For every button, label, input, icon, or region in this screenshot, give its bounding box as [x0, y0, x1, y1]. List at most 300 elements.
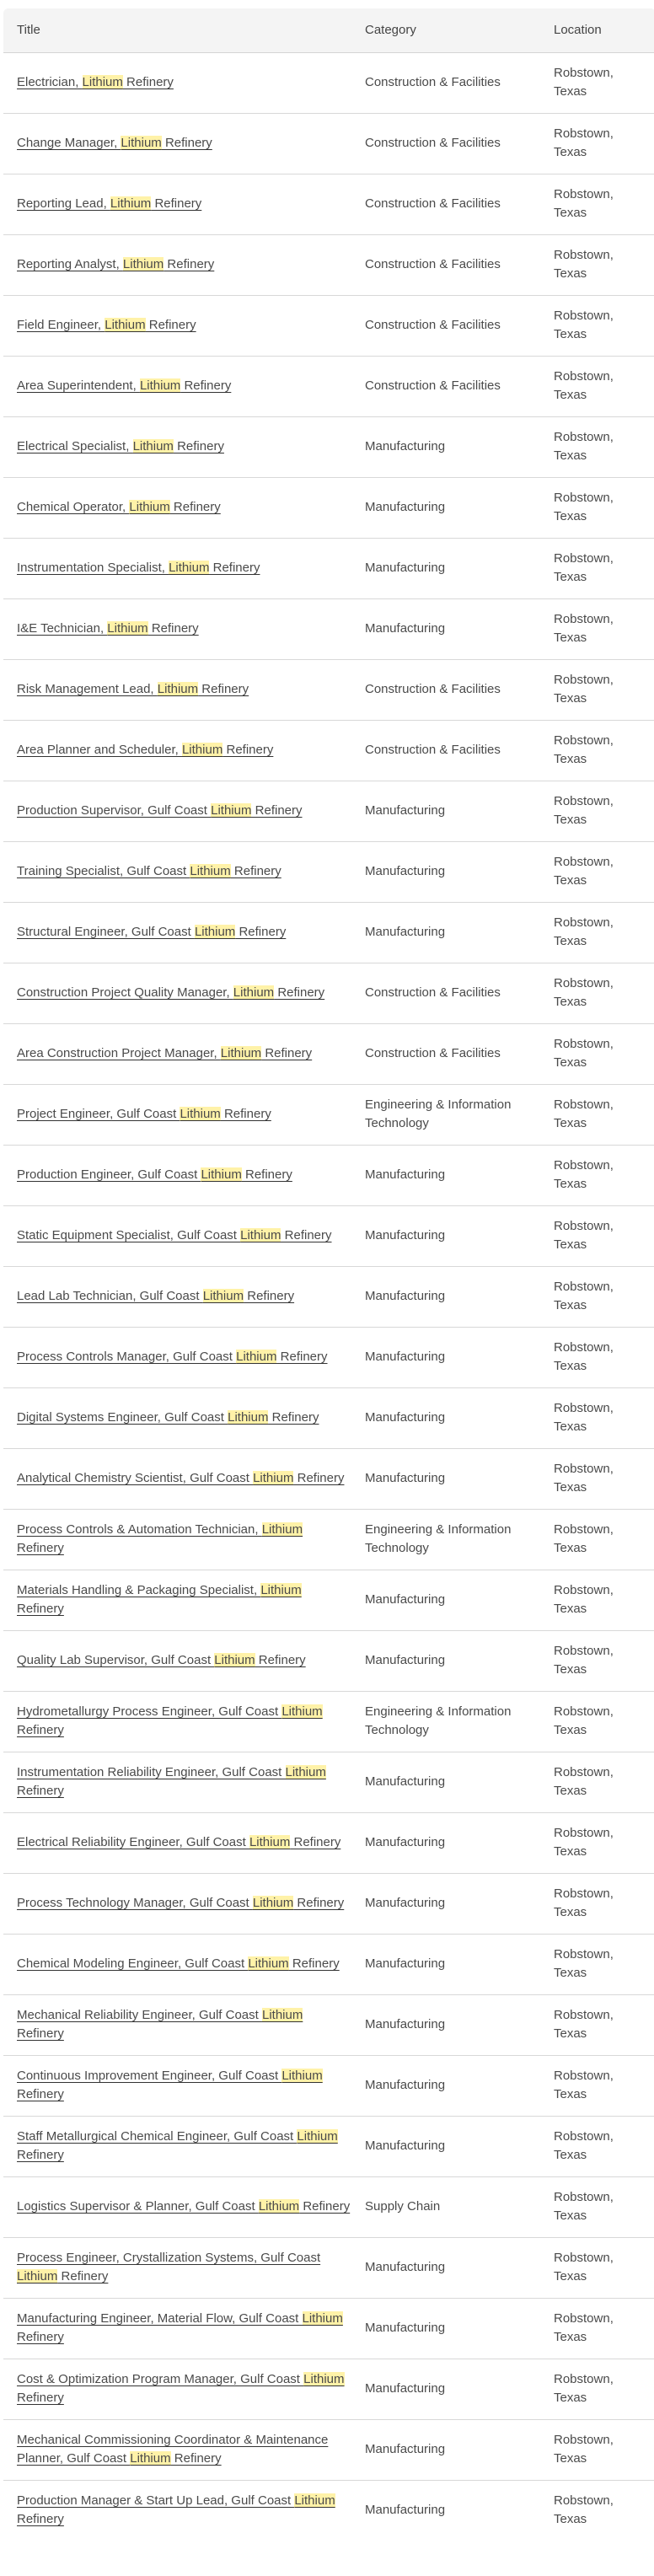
search-highlight: Lithium: [261, 2008, 303, 2022]
title-post: Refinery: [241, 1167, 292, 1182]
location-cell: Robstown, Texas: [554, 1704, 614, 1737]
location-cell: Robstown, Texas: [554, 855, 614, 888]
title-post: Refinery: [276, 1350, 328, 1364]
table-row: [3, 295, 654, 356]
location-cell: Robstown, Texas: [554, 2069, 614, 2101]
title-post: Refinery: [281, 1228, 332, 1242]
title-pre: Field Engineer,: [17, 318, 105, 332]
table-row: [3, 538, 654, 598]
job-title-link[interactable]: [17, 2199, 350, 2214]
category-cell: Construction & Facilities: [365, 196, 501, 211]
title-pre: Area Planner and Scheduler,: [17, 743, 182, 757]
title-post: Refinery: [17, 2391, 64, 2405]
title-cell: [3, 295, 365, 356]
table-row: [3, 659, 654, 720]
title-post: Refinery: [161, 136, 212, 150]
location-cell: Robstown, Texas: [554, 1583, 614, 1616]
title-cell: [3, 1266, 365, 1327]
title-cell: [3, 1994, 365, 2055]
category-cell: Construction & Facilities: [365, 136, 501, 150]
title-pre: Production Engineer, Gulf Coast: [17, 1167, 201, 1182]
title-post: Refinery: [198, 682, 249, 696]
title-pre: Cost & Optimization Program Manager, Gulf Coast: [17, 2372, 304, 2386]
job-title-link[interactable]: [17, 1350, 328, 1364]
title-pre: Instrumentation Reliability Engineer, Gulf Coast: [17, 1765, 286, 1779]
category-cell: Manufacturing: [365, 439, 446, 453]
title-cell: [3, 2237, 365, 2298]
job-title-link[interactable]: [17, 1704, 323, 1737]
search-highlight: Lithium: [294, 2493, 335, 2509]
table-row: [3, 2359, 654, 2419]
job-title-link[interactable]: [17, 803, 303, 818]
location-cell: Robstown, Texas: [554, 66, 614, 99]
search-highlight: Lithium: [121, 136, 162, 150]
table-row: [3, 2298, 654, 2359]
title-post: Refinery: [17, 1541, 64, 1555]
title-post: Refinery: [17, 1784, 64, 1798]
search-highlight: Lithium: [180, 1107, 221, 1121]
title-post: Refinery: [209, 561, 260, 575]
table-row: [3, 1630, 654, 1691]
title-pre: Process Controls & Automation Technician,: [17, 1522, 262, 1537]
search-highlight: Lithium: [261, 1522, 303, 1537]
title-post: Refinery: [17, 2330, 64, 2344]
category-cell: Construction & Facilities: [365, 682, 501, 696]
table-row: [3, 1266, 654, 1327]
title-pre: Production Manager & Start Up Lead, Gulf Coast: [17, 2493, 295, 2509]
title-post: Refinery: [251, 803, 303, 818]
header-location[interactable]: Location: [554, 8, 654, 52]
title-cell: [3, 902, 365, 963]
title-post: Refinery: [17, 2148, 64, 2162]
job-title-link[interactable]: [17, 1471, 344, 1485]
title-cell: [3, 659, 365, 720]
title-post: Refinery: [122, 75, 174, 89]
title-cell: [3, 538, 365, 598]
category-cell: Manufacturing: [365, 1896, 446, 1910]
category-cell: Supply Chain: [365, 2199, 441, 2214]
category-cell: Manufacturing: [365, 1835, 446, 1849]
category-cell: Manufacturing: [365, 803, 446, 818]
job-title-link[interactable]: [17, 1167, 292, 1182]
title-pre: Production Supervisor, Gulf Coast: [17, 803, 212, 818]
title-cell: [3, 1387, 365, 1448]
title-post: Refinery: [290, 1835, 341, 1849]
title-pre: Mechanical Commissioning Coordinator & Maintenance Planner, Gulf Coast: [17, 2433, 329, 2466]
table-row: [3, 1448, 654, 1509]
title-cell: [3, 1873, 365, 1934]
category-cell: Manufacturing: [365, 2078, 446, 2092]
search-highlight: Lithium: [122, 257, 164, 271]
location-cell: Robstown, Texas: [554, 915, 614, 948]
search-highlight: Lithium: [297, 2129, 338, 2144]
location-cell: Robstown, Texas: [554, 1826, 614, 1859]
job-title-link[interactable]: [17, 2129, 338, 2162]
category-cell: Manufacturing: [365, 1653, 446, 1667]
title-post: Refinery: [230, 864, 281, 878]
table-header: [3, 8, 654, 52]
title-post: Refinery: [235, 925, 287, 939]
table-row: [3, 1509, 654, 1570]
title-post: Refinery: [151, 196, 202, 211]
category-cell: Construction & Facilities: [365, 75, 501, 89]
job-title-link[interactable]: [17, 2372, 345, 2405]
job-title-link[interactable]: [17, 1765, 326, 1798]
table-row: [3, 1387, 654, 1448]
search-highlight: Lithium: [194, 925, 236, 939]
job-title-link[interactable]: [17, 621, 199, 636]
title-post: Refinery: [17, 2026, 64, 2041]
title-cell: [3, 598, 365, 659]
title-pre: Lead Lab Technician, Gulf Coast: [17, 1289, 203, 1303]
job-title-link[interactable]: [17, 743, 273, 757]
title-post: Refinery: [145, 318, 196, 332]
location-cell: Robstown, Texas: [554, 2372, 614, 2405]
job-title-link[interactable]: [17, 682, 249, 696]
header-category[interactable]: Category: [365, 8, 554, 52]
search-highlight: Lithium: [233, 985, 275, 1000]
table-row: [3, 2176, 654, 2237]
job-title-link[interactable]: [17, 257, 214, 271]
header-title[interactable]: Title: [3, 8, 365, 52]
table-row: [3, 477, 654, 538]
title-post: Refinery: [293, 1471, 345, 1485]
title-pre: Mechanical Reliability Engineer, Gulf Coast: [17, 2008, 262, 2022]
location-cell: Robstown, Texas: [554, 673, 614, 706]
table-row: [3, 598, 654, 659]
title-pre: Reporting Analyst,: [17, 257, 123, 271]
title-pre: Electrical Reliability Engineer, Gulf Coast: [17, 1835, 249, 1849]
table-row: [3, 2116, 654, 2176]
title-cell: [3, 1752, 365, 1812]
category-cell: Construction & Facilities: [365, 743, 501, 757]
title-cell: [3, 2480, 365, 2541]
title-pre: Training Specialist, Gulf Coast: [17, 864, 190, 878]
search-highlight: Lithium: [110, 196, 152, 211]
location-cell: Robstown, Texas: [554, 2311, 614, 2344]
search-highlight: Lithium: [202, 1289, 244, 1303]
location-cell: Robstown, Texas: [554, 1644, 614, 1677]
job-title-link[interactable]: [17, 985, 324, 1000]
location-cell: Robstown, Texas: [554, 551, 614, 584]
location-cell: Robstown, Texas: [554, 612, 614, 645]
category-cell: Manufacturing: [365, 864, 446, 878]
table-row: [3, 1327, 654, 1387]
job-title-link[interactable]: [17, 1835, 340, 1849]
job-title-link[interactable]: [17, 500, 221, 514]
job-title-link[interactable]: [17, 1583, 302, 1616]
job-listings: [3, 8, 654, 2541]
table-row: [3, 2480, 654, 2541]
title-post: Refinery: [147, 621, 199, 636]
title-post: Refinery: [299, 2199, 351, 2214]
category-cell: Manufacturing: [365, 2017, 446, 2031]
title-post: Refinery: [169, 500, 221, 514]
title-cell: [3, 234, 365, 295]
location-cell: Robstown, Texas: [554, 2008, 614, 2041]
search-highlight: Lithium: [302, 2311, 343, 2326]
location-cell: Robstown, Texas: [554, 1340, 614, 1373]
title-post: Refinery: [288, 1956, 340, 1971]
table-row: [3, 2237, 654, 2298]
job-title-link[interactable]: [17, 864, 281, 878]
category-cell: Manufacturing: [365, 2381, 446, 2396]
search-highlight: Lithium: [260, 1583, 302, 1597]
table-row: [3, 1205, 654, 1266]
title-pre: Process Engineer, Crystallization Systems, Gulf Coast: [17, 2251, 321, 2265]
search-highlight: Lithium: [82, 75, 123, 89]
search-highlight: Lithium: [285, 1765, 326, 1779]
table-row: [3, 1084, 654, 1145]
location-cell: Robstown, Texas: [554, 491, 614, 523]
job-title-link[interactable]: [17, 318, 196, 332]
location-cell: Robstown, Texas: [554, 2493, 614, 2527]
table-row: [3, 1145, 654, 1205]
search-highlight: Lithium: [139, 378, 181, 393]
job-title-link[interactable]: [17, 196, 201, 211]
title-cell: [3, 1509, 365, 1570]
title-cell: [3, 2176, 365, 2237]
table-row: [3, 234, 654, 295]
table-row: [3, 1752, 654, 1812]
job-title-link[interactable]: [17, 2311, 343, 2344]
search-highlight: Lithium: [303, 2372, 345, 2386]
table-row: [3, 356, 654, 416]
job-title-link[interactable]: [17, 75, 174, 89]
title-pre: Chemical Modeling Engineer, Gulf Coast: [17, 1956, 249, 1971]
title-cell: [3, 1934, 365, 1994]
location-cell: Robstown, Texas: [554, 369, 614, 402]
title-post: Refinery: [255, 1653, 306, 1667]
category-cell: Manufacturing: [365, 2442, 446, 2456]
title-cell: [3, 2298, 365, 2359]
location-cell: Robstown, Texas: [554, 794, 614, 827]
job-title-link[interactable]: [17, 1228, 332, 1242]
category-cell: Manufacturing: [365, 1956, 446, 1971]
job-title-link[interactable]: [17, 1896, 344, 1910]
category-cell: Construction & Facilities: [365, 257, 501, 271]
title-pre: Continuous Improvement Engineer, Gulf Coast: [17, 2069, 282, 2083]
title-post: Refinery: [180, 378, 232, 393]
table-row: [3, 174, 654, 234]
location-cell: Robstown, Texas: [554, 976, 614, 1009]
location-cell: Robstown, Texas: [554, 2190, 614, 2223]
location-cell: Robstown, Texas: [554, 1097, 614, 1130]
title-pre: Change Manager,: [17, 136, 121, 150]
job-title-link[interactable]: [17, 2493, 335, 2526]
location-cell: Robstown, Texas: [554, 2129, 614, 2162]
title-cell: [3, 1084, 365, 1145]
title-post: Refinery: [170, 2451, 222, 2466]
table-row: [3, 781, 654, 841]
title-post: Refinery: [57, 2269, 109, 2284]
search-highlight: Lithium: [181, 743, 223, 757]
title-post: Refinery: [173, 439, 224, 453]
location-cell: Robstown, Texas: [554, 1522, 614, 1555]
location-cell: Robstown, Texas: [554, 126, 614, 159]
location-cell: Robstown, Texas: [554, 1219, 614, 1252]
title-pre: Construction Project Quality Manager,: [17, 985, 233, 1000]
title-pre: Reporting Lead,: [17, 196, 110, 211]
category-cell: Construction & Facilities: [365, 1046, 501, 1060]
category-cell: Manufacturing: [365, 621, 446, 636]
location-cell: Robstown, Texas: [554, 1280, 614, 1312]
job-title-link[interactable]: [17, 2069, 323, 2101]
category-cell: Manufacturing: [365, 1592, 446, 1607]
category-cell: Manufacturing: [365, 925, 446, 939]
title-cell: [3, 2116, 365, 2176]
category-cell: Manufacturing: [365, 1289, 446, 1303]
table-row: [3, 1934, 654, 1994]
job-title-link[interactable]: [17, 439, 224, 453]
search-highlight: Lithium: [248, 1956, 289, 1971]
category-cell: Construction & Facilities: [365, 318, 501, 332]
location-cell: Robstown, Texas: [554, 1037, 614, 1070]
search-highlight: Lithium: [281, 1704, 323, 1719]
location-cell: Robstown, Texas: [554, 248, 614, 281]
table-row: [3, 1873, 654, 1934]
location-cell: Robstown, Texas: [554, 1462, 614, 1495]
job-title-link[interactable]: [17, 561, 260, 575]
job-title-link[interactable]: [17, 925, 286, 939]
title-pre: Structural Engineer, Gulf Coast: [17, 925, 195, 939]
title-pre: Process Controls Manager, Gulf Coast: [17, 1350, 237, 1364]
table-row: [3, 1023, 654, 1084]
title-pre: Chemical Operator,: [17, 500, 130, 514]
title-post: Refinery: [274, 985, 325, 1000]
title-pre: Process Technology Manager, Gulf Coast: [17, 1896, 253, 1910]
table-row: [3, 52, 654, 113]
category-cell: Manufacturing: [365, 2321, 446, 2335]
search-highlight: Lithium: [211, 803, 252, 818]
title-post: Refinery: [293, 1896, 345, 1910]
title-cell: [3, 1023, 365, 1084]
search-highlight: Lithium: [281, 2069, 323, 2083]
title-cell: [3, 52, 365, 113]
job-title-link[interactable]: [17, 1410, 319, 1425]
table-row: [3, 416, 654, 477]
location-cell: Robstown, Texas: [554, 2433, 614, 2466]
title-cell: [3, 841, 365, 902]
title-pre: Logistics Supervisor & Planner, Gulf Coast: [17, 2199, 259, 2214]
title-post: Refinery: [17, 2087, 64, 2101]
title-pre: Area Superintendent,: [17, 378, 140, 393]
title-cell: [3, 1691, 365, 1752]
category-cell: Construction & Facilities: [365, 378, 501, 393]
title-cell: [3, 1448, 365, 1509]
search-highlight: Lithium: [258, 2199, 300, 2214]
search-highlight: Lithium: [228, 1410, 269, 1425]
title-pre: Project Engineer, Gulf Coast: [17, 1107, 180, 1121]
title-cell: [3, 174, 365, 234]
title-cell: [3, 720, 365, 781]
search-highlight: Lithium: [130, 2451, 171, 2466]
category-cell: Manufacturing: [365, 1167, 446, 1182]
job-title-link[interactable]: [17, 1046, 312, 1060]
title-post: Refinery: [261, 1046, 313, 1060]
table-row: [3, 2419, 654, 2480]
title-post: Refinery: [220, 1107, 271, 1121]
title-pre: Analytical Chemistry Scientist, Gulf Coast: [17, 1471, 254, 1485]
title-pre: Digital Systems Engineer, Gulf Coast: [17, 1410, 228, 1425]
category-cell: Manufacturing: [365, 2260, 446, 2274]
title-cell: [3, 1145, 365, 1205]
search-highlight: Lithium: [129, 500, 170, 514]
title-cell: [3, 477, 365, 538]
title-pre: Static Equipment Specialist, Gulf Coast: [17, 1228, 241, 1242]
title-cell: [3, 1570, 365, 1630]
category-cell: Manufacturing: [365, 1350, 446, 1364]
job-title-link[interactable]: [17, 1956, 340, 1971]
job-title-link[interactable]: [17, 1289, 294, 1303]
table-row: [3, 720, 654, 781]
title-pre: Risk Management Lead,: [17, 682, 158, 696]
title-pre: Staff Metallurgical Chemical Engineer, Gulf Coast: [17, 2129, 298, 2144]
search-highlight: Lithium: [169, 561, 210, 575]
location-cell: Robstown, Texas: [554, 430, 614, 463]
title-cell: [3, 1205, 365, 1266]
title-cell: [3, 781, 365, 841]
table-row: [3, 963, 654, 1023]
search-highlight: Lithium: [236, 1350, 277, 1364]
table-row: [3, 113, 654, 174]
search-highlight: Lithium: [105, 318, 146, 332]
title-cell: [3, 963, 365, 1023]
table-row: [3, 2055, 654, 2116]
title-post: Refinery: [17, 1723, 64, 1737]
location-cell: Robstown, Texas: [554, 1401, 614, 1434]
category-cell: Manufacturing: [365, 2139, 446, 2153]
job-title-link[interactable]: [17, 2008, 303, 2041]
category-cell: Manufacturing: [365, 2503, 446, 2518]
job-title-link[interactable]: [17, 1107, 271, 1121]
search-highlight: Lithium: [252, 1896, 294, 1910]
search-highlight: Lithium: [201, 1167, 242, 1182]
search-highlight: Lithium: [240, 1228, 281, 1242]
search-highlight: Lithium: [253, 1471, 294, 1485]
title-cell: [3, 2055, 365, 2116]
title-cell: [3, 356, 365, 416]
category-cell: Manufacturing: [365, 500, 446, 514]
search-highlight: Lithium: [107, 621, 148, 636]
location-cell: Robstown, Texas: [554, 733, 614, 766]
search-highlight: Lithium: [214, 1653, 255, 1667]
category-cell: Manufacturing: [365, 1774, 446, 1789]
search-highlight: Lithium: [220, 1046, 262, 1060]
table-row: [3, 902, 654, 963]
location-cell: Robstown, Texas: [554, 2251, 614, 2284]
job-title-link[interactable]: [17, 378, 231, 393]
title-cell: [3, 2359, 365, 2419]
title-post: Refinery: [268, 1410, 319, 1425]
job-title-link[interactable]: [17, 1522, 303, 1555]
search-highlight: Lithium: [190, 864, 231, 878]
table-row: [3, 1812, 654, 1873]
category-cell: Engineering & Information Technology: [365, 1522, 512, 1555]
title-cell: [3, 416, 365, 477]
job-title-link[interactable]: [17, 2251, 320, 2284]
job-title-link[interactable]: [17, 1653, 306, 1667]
job-title-link[interactable]: [17, 136, 212, 150]
location-cell: Robstown, Texas: [554, 1765, 614, 1798]
category-cell: Engineering & Information Technology: [365, 1097, 512, 1130]
job-title-link[interactable]: [17, 2433, 328, 2466]
title-pre: Area Construction Project Manager,: [17, 1046, 221, 1060]
title-pre: Quality Lab Supervisor, Gulf Coast: [17, 1653, 215, 1667]
location-cell: Robstown, Texas: [554, 1158, 614, 1191]
category-cell: Manufacturing: [365, 1471, 446, 1485]
search-highlight: Lithium: [249, 1835, 291, 1849]
